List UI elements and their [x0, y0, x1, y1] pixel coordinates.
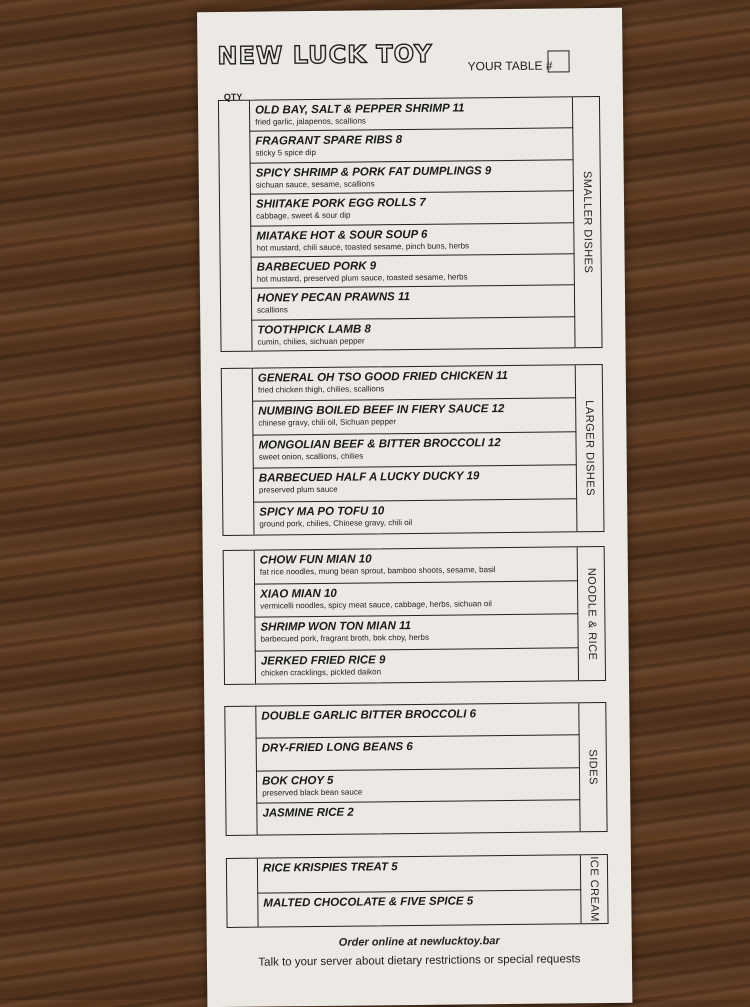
menu-item-name: XIAO MIAN 10 — [260, 587, 337, 601]
menu-item-description: sticky 5 spice dip — [255, 148, 317, 158]
menu-item-name: CHOW FUN MIAN 10 — [259, 553, 372, 567]
qty-column — [219, 101, 253, 351]
menu-item[interactable] — [254, 581, 578, 618]
menu-item-name: BOK CHOY 5 — [262, 774, 334, 788]
menu-item[interactable] — [250, 191, 574, 226]
section-ice-cream — [226, 854, 609, 928]
menu-item[interactable] — [250, 160, 574, 195]
section-label: LARGER DISHES — [583, 400, 597, 497]
menu-item-description: ground pork, chilies, Chinese gravy, chili oil — [259, 517, 413, 529]
section-items — [249, 97, 576, 350]
menu-item-name: SHRIMP WON TON MIAN 11 — [260, 620, 412, 634]
table-number-label: YOUR TABLE # — [467, 58, 553, 74]
menu-item-name: MIATAKE HOT & SOUR SOUP 6 — [256, 228, 428, 243]
section-tab — [580, 855, 608, 923]
menu-item-name: SHIITAKE PORK EGG ROLLS 7 — [255, 196, 426, 211]
section-tab — [572, 97, 602, 347]
menu-item[interactable] — [249, 129, 573, 164]
menu-item-description: fried garlic, jalapenos, scallions — [255, 116, 366, 127]
menu-sheet — [197, 8, 632, 1007]
menu-item-description: sweet onion, scallions, chilies — [258, 451, 364, 462]
menu-item-name: JASMINE RICE 2 — [262, 806, 354, 820]
qty-column — [224, 551, 256, 684]
menu-item-name: GENERAL OH TSO GOOD FRIED CHICKEN 11 — [257, 369, 508, 385]
menu-item[interactable] — [252, 432, 576, 469]
section-sides — [224, 702, 607, 836]
menu-item-description: vermicelli noodles, spicy meat sauce, cabbage, herbs, sichuan oil — [260, 598, 492, 611]
menu-item[interactable] — [255, 648, 579, 684]
menu-item[interactable] — [257, 855, 581, 893]
menu-item[interactable] — [249, 97, 573, 132]
menu-item-name: BARBECUED PORK 9 — [256, 260, 377, 274]
section-tab — [575, 365, 604, 531]
section-smaller-dishes — [218, 96, 603, 352]
menu-item-description: chinese gravy, chili oil, Sichuan pepper — [258, 417, 397, 429]
menu-item[interactable] — [256, 768, 580, 804]
menu-item-name: TOOTHPICK LAMB 8 — [257, 323, 371, 337]
menu-item-description: preserved plum sauce — [258, 484, 338, 495]
restaurant-logo: NEW LUCK TOY — [217, 39, 433, 71]
menu-item[interactable] — [251, 254, 575, 289]
menu-item[interactable] — [254, 547, 578, 584]
menu-item-name: HONEY PECAN PRAWNS 11 — [256, 291, 411, 305]
menu-item[interactable] — [253, 499, 577, 535]
qty-column — [222, 369, 255, 535]
menu-item-description: hot mustard, preserved plum sauce, toasted sesame, herbs — [256, 272, 468, 284]
section-label: ICE CREAM — [587, 856, 601, 922]
menu-item-description: sichuan sauce, sesame, scallions — [255, 179, 375, 190]
menu-item-name: RICE KRISPIES TREAT 5 — [262, 861, 398, 875]
menu-item[interactable] — [256, 736, 580, 772]
dietary-note: Talk to your server about dietary restrictions or special requests — [258, 953, 581, 969]
menu-item[interactable] — [257, 890, 581, 927]
menu-item-name: DRY-FRIED LONG BEANS 6 — [261, 741, 413, 755]
qty-column — [225, 707, 257, 835]
menu-item-description: fried chicken thigh, chilies, scallions — [257, 384, 385, 395]
menu-item[interactable] — [252, 399, 576, 436]
menu-item-name: BARBECUED HALF A LUCKY DUCKY 19 — [258, 470, 480, 485]
section-noodle-rice — [223, 546, 606, 685]
menu-item[interactable] — [250, 223, 574, 258]
menu-item-name: OLD BAY, SALT & PEPPER SHRIMP 11 — [254, 102, 465, 117]
qty-column — [227, 859, 259, 927]
menu-item-name: NUMBING BOILED BEEF IN FIERY SAUCE 12 — [258, 403, 505, 419]
menu-item-description: scallions — [257, 305, 288, 315]
menu-item[interactable] — [254, 614, 578, 651]
menu-item-description: cabbage, sweet & sour dip — [256, 210, 351, 221]
menu-item-description: barbecued pork, fragrant broth, bok choy, herbs — [260, 632, 430, 644]
menu-item-name: JERKED FRIED RICE 9 — [260, 653, 386, 668]
menu-item[interactable] — [251, 317, 575, 351]
menu-item-name: DOUBLE GARLIC BITTER BROCCOLI 6 — [261, 708, 477, 723]
section-label: NOODLE & RICE — [584, 567, 598, 661]
menu-item-name: FRAGRANT SPARE RIBS 8 — [255, 134, 403, 148]
menu-item-name: MALTED CHOCOLATE & FIVE SPICE 5 — [263, 894, 474, 910]
menu-item[interactable] — [253, 465, 577, 502]
section-label: SMALLER DISHES — [580, 170, 594, 274]
menu-item-name: MONGOLIAN BEEF & BITTER BROCCOLI 12 — [258, 436, 501, 452]
section-tab — [577, 547, 605, 680]
section-items — [255, 703, 580, 834]
menu-item[interactable] — [255, 703, 579, 739]
menu-item-description: cumin, chilies, sichuan pepper — [257, 336, 365, 347]
menu-item-description: preserved black bean sauce — [262, 787, 363, 798]
section-items — [252, 365, 578, 534]
menu-item-name: SPICY MA PO TOFU 10 — [259, 504, 385, 519]
menu-item-description: hot mustard, chili sauce, toasted sesame, pinch buns, herbs — [256, 240, 470, 253]
menu-item[interactable] — [256, 800, 580, 835]
section-items — [254, 547, 579, 683]
section-tab — [578, 703, 606, 831]
menu-item-name: SPICY SHRIMP & PORK FAT DUMPLINGS 9 — [255, 164, 492, 180]
menu-item[interactable] — [252, 365, 576, 402]
qty-header: QTY — [223, 91, 243, 102]
table-number-box[interactable] — [547, 50, 569, 72]
menu-item-description: fat rice noodles, mung bean sprout, bamboo shoots, sesame, basil — [259, 565, 496, 577]
order-online-text: Order online at newlucktoy.bar — [338, 935, 500, 949]
menu-item[interactable] — [251, 286, 575, 321]
section-larger-dishes — [221, 364, 605, 536]
menu-item-description: chicken cracklings, pickled daikon — [260, 666, 382, 678]
section-items — [257, 855, 582, 926]
section-label: SIDES — [586, 749, 600, 785]
